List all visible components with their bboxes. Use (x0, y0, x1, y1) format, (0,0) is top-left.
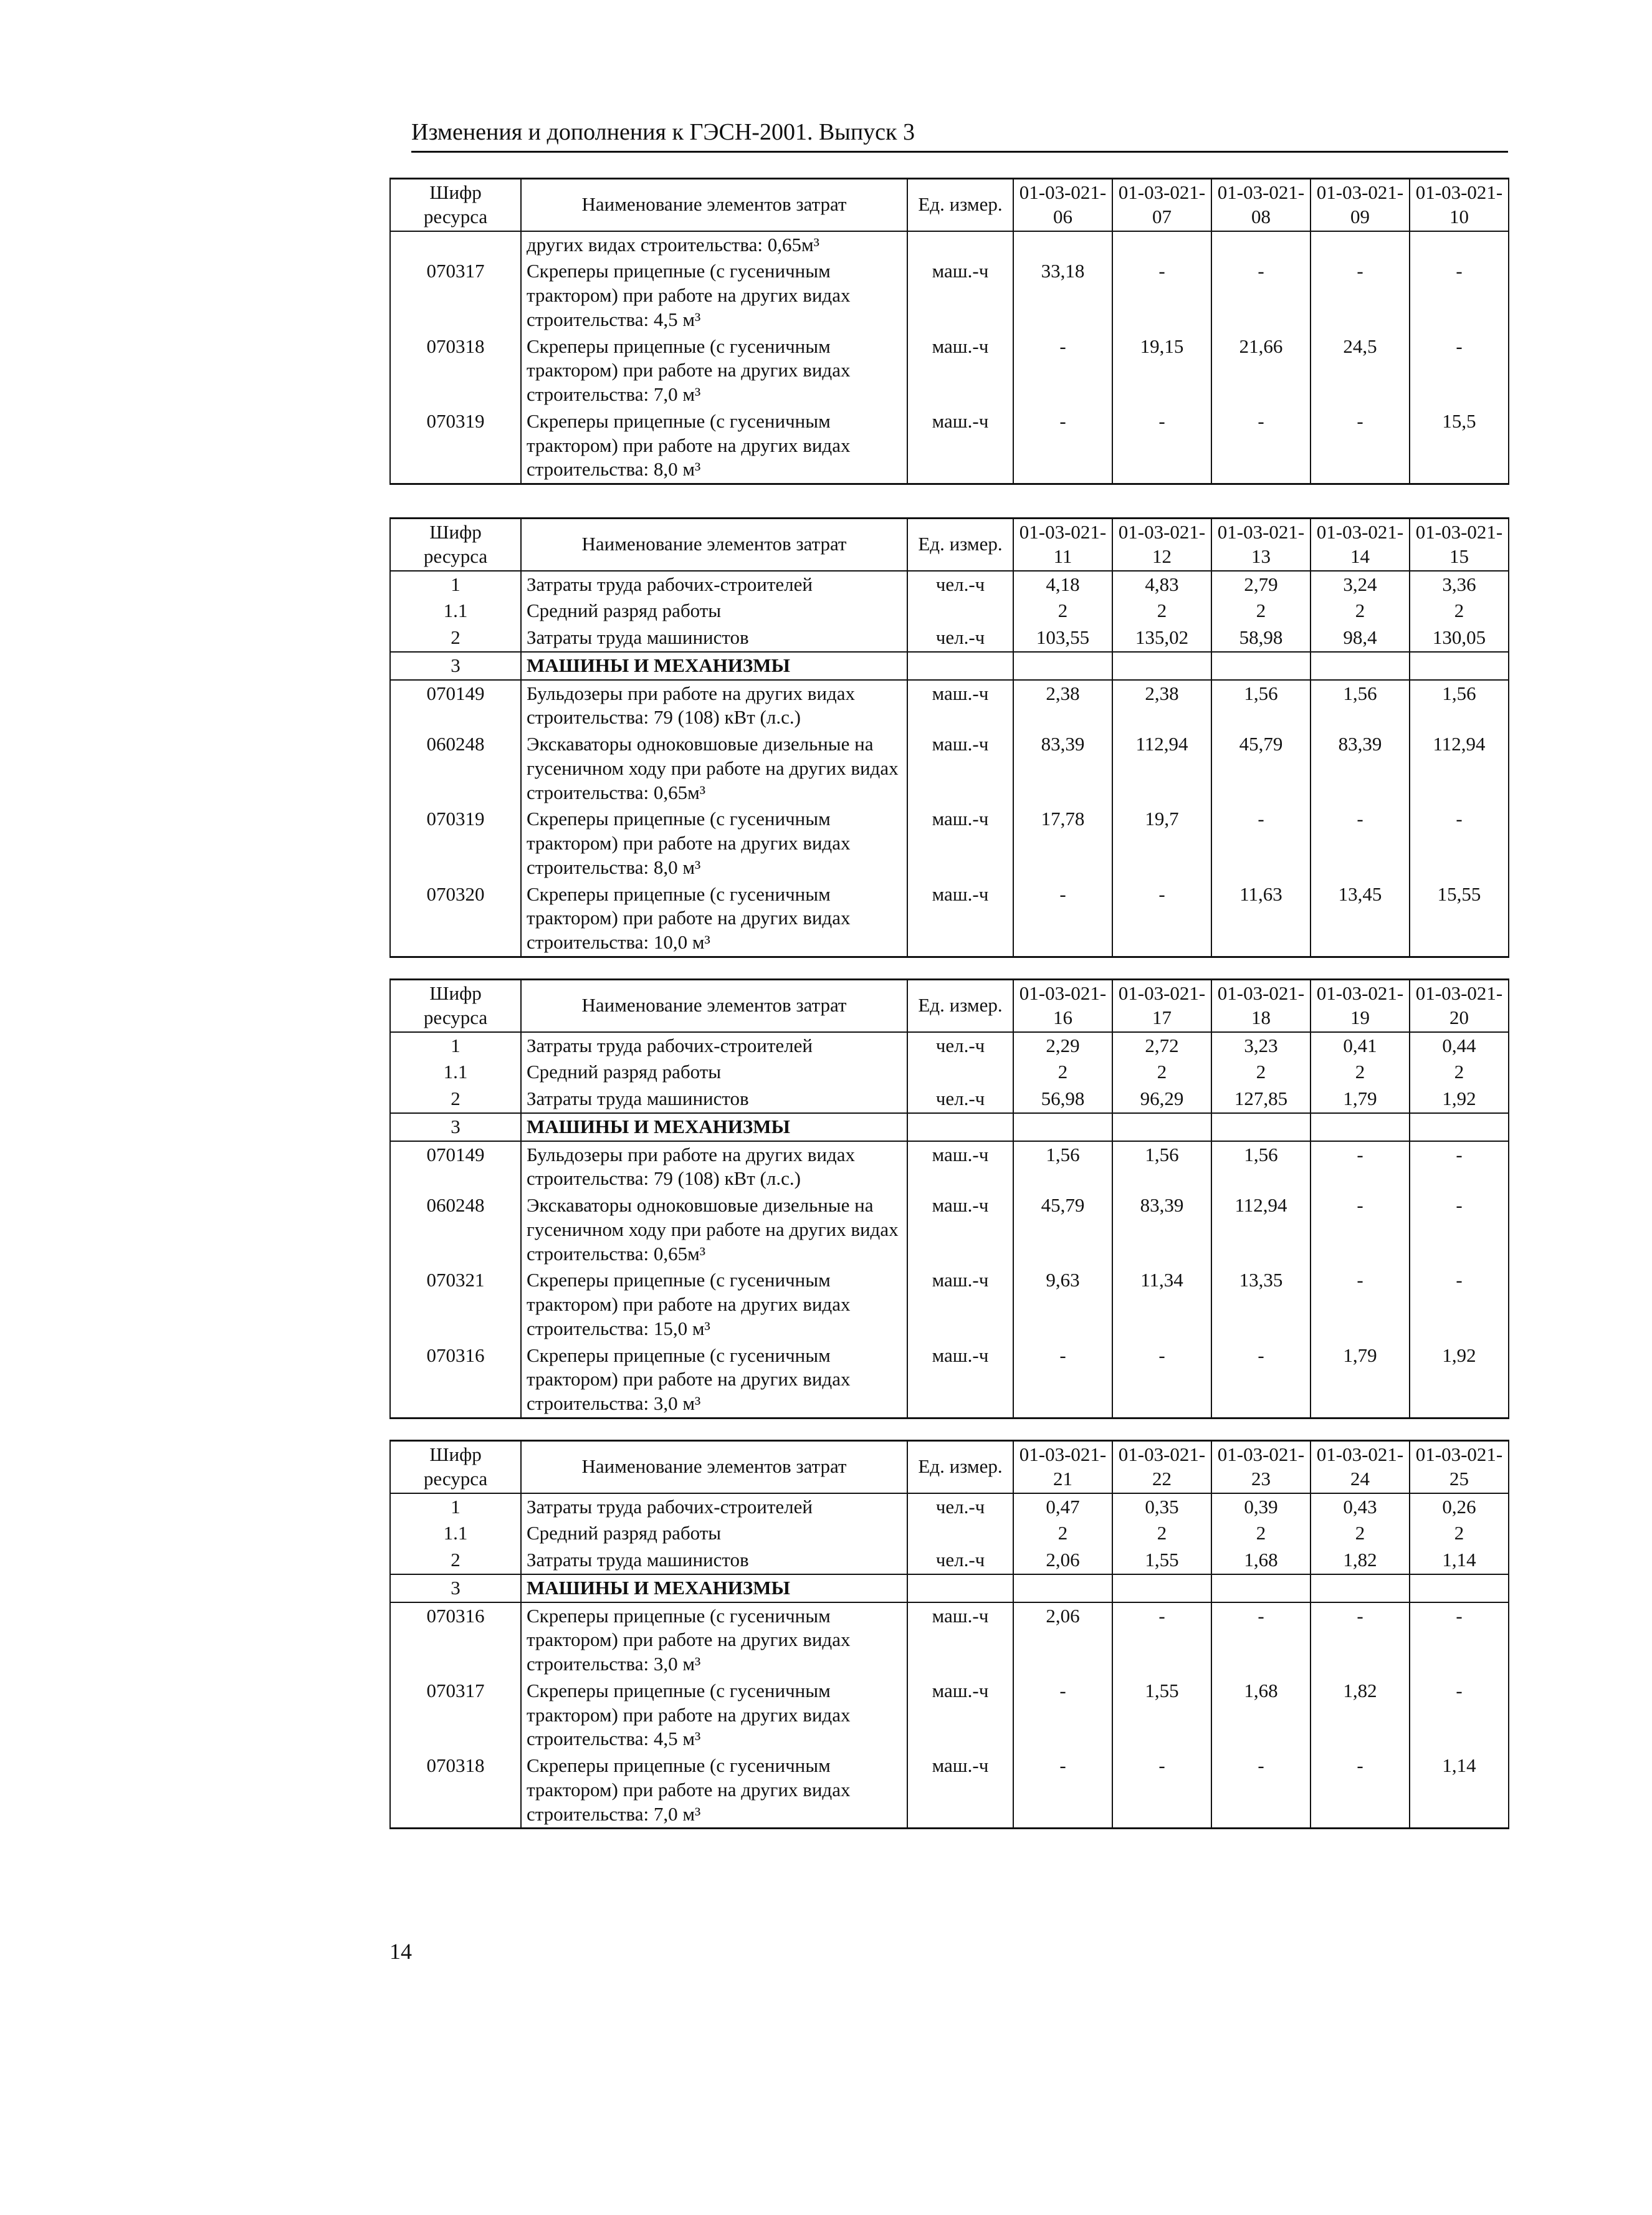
resource-code: 2 (390, 624, 521, 652)
table-row (390, 731, 1509, 806)
unit-cell: маш.-ч (907, 1141, 1013, 1193)
unit-cell (907, 1520, 1013, 1547)
value-cell (1112, 1113, 1211, 1141)
value-cell: 19,7 (1112, 806, 1211, 881)
value-cell: - (1311, 806, 1410, 881)
header-name: Наименование элементов затрат (521, 1441, 907, 1493)
value-cell: 2 (1112, 1520, 1211, 1547)
unit-cell: чел.-ч (907, 624, 1013, 652)
cost-element-name: Средний разряд работы (521, 1059, 907, 1086)
cost-element-name: Скреперы прицепные (с гусеничным трактором) при работе на других видах строительства: 3,0 м³ (521, 1342, 907, 1418)
value-cell: 1,56 (1013, 1141, 1112, 1193)
value-cell (1112, 652, 1211, 680)
value-cell: - (1112, 408, 1211, 484)
header-norm-code: 01-03-021-21 (1013, 1441, 1112, 1493)
value-cell: 98,4 (1311, 624, 1410, 652)
cost-element-name: Бульдозеры при работе на других видах строительства: 79 (108) кВт (л.с.) (521, 680, 907, 732)
unit-cell: маш.-ч (907, 731, 1013, 806)
unit-cell (907, 652, 1013, 680)
value-cell: - (1311, 1602, 1410, 1678)
resource-code: 060248 (390, 1192, 521, 1267)
table-row (390, 1141, 1509, 1193)
value-cell (1211, 231, 1311, 259)
value-cell: 1,82 (1311, 1547, 1410, 1574)
value-cell: - (1211, 258, 1311, 333)
value-cell: - (1311, 1192, 1410, 1267)
cost-table-1 (389, 178, 1509, 485)
value-cell: - (1013, 1342, 1112, 1418)
value-cell (1410, 231, 1509, 259)
value-cell: 1,56 (1211, 1141, 1311, 1193)
cost-element-name: Скреперы прицепные (с гусеничным трактором) при работе на других видах строительства: 8,0 м³ (521, 408, 907, 484)
unit-cell: маш.-ч (907, 1192, 1013, 1267)
cost-element-name: МАШИНЫ И МЕХАНИЗМЫ (521, 1574, 907, 1602)
resource-code: 070318 (390, 333, 521, 408)
cost-element-name: Затраты труда рабочих-строителей (521, 1493, 907, 1521)
unit-cell: маш.-ч (907, 1753, 1013, 1829)
value-cell: 21,66 (1211, 333, 1311, 408)
table-row (390, 231, 1509, 259)
value-cell: 2,38 (1112, 680, 1211, 732)
value-cell: 13,35 (1211, 1267, 1311, 1342)
value-cell: 1,55 (1112, 1547, 1211, 1574)
unit-cell: маш.-ч (907, 1267, 1013, 1342)
value-cell: 1,56 (1112, 1141, 1211, 1193)
resource-code: 070321 (390, 1267, 521, 1342)
value-cell (1311, 652, 1410, 680)
value-cell: 1,92 (1410, 1086, 1509, 1113)
value-cell: 112,94 (1112, 731, 1211, 806)
table-row (390, 1032, 1509, 1060)
value-cell (1410, 1574, 1509, 1602)
header-norm-code: 01-03-021-16 (1013, 980, 1112, 1032)
value-cell: 83,39 (1311, 731, 1410, 806)
header-norm-code: 01-03-021-18 (1211, 980, 1311, 1032)
unit-cell: маш.-ч (907, 1678, 1013, 1753)
cost-element-name: Средний разряд работы (521, 1520, 907, 1547)
value-cell: - (1311, 408, 1410, 484)
table-row (390, 1574, 1509, 1602)
value-cell: 96,29 (1112, 1086, 1211, 1113)
header-norm-code: 01-03-021-06 (1013, 179, 1112, 231)
value-cell: 0,43 (1311, 1493, 1410, 1521)
value-cell: 2,79 (1211, 571, 1311, 598)
value-cell: 1,14 (1410, 1753, 1509, 1829)
cost-element-name: Затраты труда машинистов (521, 1547, 907, 1574)
cost-element-name: Скреперы прицепные (с гусеничным трактором) при работе на других видах строительства: 8,0 м³ (521, 806, 907, 881)
cost-element-name: Затраты труда машинистов (521, 1086, 907, 1113)
resource-code: 060248 (390, 731, 521, 806)
value-cell: - (1311, 1753, 1410, 1829)
value-cell: 2 (1112, 1059, 1211, 1086)
value-cell: - (1410, 806, 1509, 881)
value-cell: - (1410, 1141, 1509, 1193)
value-cell: 135,02 (1112, 624, 1211, 652)
value-cell: - (1410, 1678, 1509, 1753)
value-cell: 112,94 (1211, 1192, 1311, 1267)
value-cell: 1,56 (1211, 680, 1311, 732)
header-code: Шифр ресурса (390, 179, 521, 231)
value-cell: 0,35 (1112, 1493, 1211, 1521)
cost-element-name: Экскаваторы одноковшовые дизельные на гусеничном ходу при работе на других видах строительства: 0,65м³ (521, 731, 907, 806)
table-header-row (390, 1441, 1509, 1493)
value-cell: - (1211, 1342, 1311, 1418)
cost-element-name: Скреперы прицепные (с гусеничным трактором) при работе на других видах строительства: 4,5 м³ (521, 258, 907, 333)
page-header: Изменения и дополнения к ГЭСН-2001. Выпуск 3 (411, 118, 1508, 153)
cost-element-name: Затраты труда машинистов (521, 624, 907, 652)
cost-element-name: Затраты труда рабочих-строителей (521, 571, 907, 598)
cost-element-name: Затраты труда рабочих-строителей (521, 1032, 907, 1060)
header-norm-code: 01-03-021-14 (1311, 519, 1410, 571)
value-cell: - (1112, 881, 1211, 957)
value-cell: 45,79 (1013, 1192, 1112, 1267)
cost-element-name: Средний разряд работы (521, 598, 907, 624)
resource-code: 2 (390, 1086, 521, 1113)
table-row (390, 1678, 1509, 1753)
value-cell: 1,92 (1410, 1342, 1509, 1418)
cost-element-name: Скреперы прицепные (с гусеничным трактором) при работе на других видах строительства: 7,0 м³ (521, 1753, 907, 1829)
resource-code: 3 (390, 652, 521, 680)
header-unit: Ед. измер. (907, 179, 1013, 231)
value-cell: 11,34 (1112, 1267, 1211, 1342)
value-cell: 56,98 (1013, 1086, 1112, 1113)
header-norm-code: 01-03-021-17 (1112, 980, 1211, 1032)
unit-cell: маш.-ч (907, 881, 1013, 957)
header-norm-code: 01-03-021-08 (1211, 179, 1311, 231)
value-cell: 2 (1211, 1059, 1311, 1086)
value-cell: - (1211, 806, 1311, 881)
value-cell: 2 (1211, 598, 1311, 624)
resource-code: 3 (390, 1113, 521, 1141)
cost-element-name: Скреперы прицепные (с гусеничным трактором) при работе на других видах строительства: 7,0 м³ (521, 333, 907, 408)
value-cell: - (1112, 1342, 1211, 1418)
value-cell: - (1410, 333, 1509, 408)
page-number: 14 (389, 1939, 412, 1964)
header-code: Шифр ресурса (390, 519, 521, 571)
cost-element-name: МАШИНЫ И МЕХАНИЗМЫ (521, 652, 907, 680)
value-cell (1013, 652, 1112, 680)
value-cell (1211, 1113, 1311, 1141)
value-cell: 1,68 (1211, 1678, 1311, 1753)
value-cell: 4,83 (1112, 571, 1211, 598)
value-cell: 0,26 (1410, 1493, 1509, 1521)
value-cell: 17,78 (1013, 806, 1112, 881)
header-norm-code: 01-03-021-07 (1112, 179, 1211, 231)
resource-code: 070318 (390, 1753, 521, 1829)
value-cell: 2 (1013, 598, 1112, 624)
value-cell: 1,82 (1311, 1678, 1410, 1753)
value-cell: 2,06 (1013, 1547, 1112, 1574)
value-cell: 130,05 (1410, 624, 1509, 652)
value-cell (1311, 1113, 1410, 1141)
table-row (390, 1753, 1509, 1829)
resource-code: 070319 (390, 408, 521, 484)
value-cell: - (1112, 1753, 1211, 1829)
value-cell: 11,63 (1211, 881, 1311, 957)
table-row (390, 1493, 1509, 1521)
resource-code: 2 (390, 1547, 521, 1574)
table-row (390, 571, 1509, 598)
value-cell: 3,24 (1311, 571, 1410, 598)
header-norm-code: 01-03-021-11 (1013, 519, 1112, 571)
header-code: Шифр ресурса (390, 1441, 521, 1493)
header-norm-code: 01-03-021-09 (1311, 179, 1410, 231)
unit-cell: маш.-ч (907, 1602, 1013, 1678)
header-norm-code: 01-03-021-10 (1410, 179, 1509, 231)
value-cell: 24,5 (1311, 333, 1410, 408)
resource-code (390, 231, 521, 259)
header-norm-code: 01-03-021-25 (1410, 1441, 1509, 1493)
table-row (390, 1086, 1509, 1113)
value-cell: 2 (1013, 1520, 1112, 1547)
cost-element-name: МАШИНЫ И МЕХАНИЗМЫ (521, 1113, 907, 1141)
unit-cell (907, 1574, 1013, 1602)
table-row (390, 598, 1509, 624)
value-cell: 0,41 (1311, 1032, 1410, 1060)
resource-code: 1.1 (390, 1059, 521, 1086)
cost-element-name: Скреперы прицепные (с гусеничным трактором) при работе на других видах строительства: 15,0 м³ (521, 1267, 907, 1342)
value-cell: - (1013, 333, 1112, 408)
value-cell: 3,23 (1211, 1032, 1311, 1060)
resource-code: 070317 (390, 1678, 521, 1753)
header-norm-code: 01-03-021-12 (1112, 519, 1211, 571)
table-row (390, 1113, 1509, 1141)
value-cell (1410, 652, 1509, 680)
value-cell: 1,14 (1410, 1547, 1509, 1574)
cost-element-name: Скреперы прицепные (с гусеничным трактором) при работе на других видах строительства: 3,0 м³ (521, 1602, 907, 1678)
value-cell: 2 (1311, 1059, 1410, 1086)
header-norm-code: 01-03-021-19 (1311, 980, 1410, 1032)
value-cell: 2 (1013, 1059, 1112, 1086)
unit-cell (907, 598, 1013, 624)
unit-cell: чел.-ч (907, 1032, 1013, 1060)
value-cell: 1,79 (1311, 1342, 1410, 1418)
table-row (390, 408, 1509, 484)
header-unit: Ед. измер. (907, 519, 1013, 571)
header-norm-code: 01-03-021-23 (1211, 1441, 1311, 1493)
cost-element-name: Скреперы прицепные (с гусеничным трактором) при работе на других видах строительства: 4,5 м³ (521, 1678, 907, 1753)
value-cell: 13,45 (1311, 881, 1410, 957)
cost-table-4 (389, 1440, 1509, 1829)
header-norm-code: 01-03-021-20 (1410, 980, 1509, 1032)
cost-table-2 (389, 517, 1509, 958)
value-cell (1013, 1113, 1112, 1141)
unit-cell: маш.-ч (907, 258, 1013, 333)
value-cell (1311, 1574, 1410, 1602)
value-cell: 45,79 (1211, 731, 1311, 806)
value-cell (1112, 1574, 1211, 1602)
value-cell: 0,39 (1211, 1493, 1311, 1521)
value-cell: 1,56 (1311, 680, 1410, 732)
value-cell: 2,29 (1013, 1032, 1112, 1060)
resource-code: 1.1 (390, 1520, 521, 1547)
cost-element-name: Экскаваторы одноковшовые дизельные на гусеничном ходу при работе на других видах строительства: 0,65м³ (521, 1192, 907, 1267)
header-name: Наименование элементов затрат (521, 519, 907, 571)
cost-element-name: других видах строительства: 0,65м³ (521, 231, 907, 259)
header-norm-code: 01-03-021-22 (1112, 1441, 1211, 1493)
value-cell: - (1211, 408, 1311, 484)
table-row (390, 1342, 1509, 1418)
value-cell: 1,79 (1311, 1086, 1410, 1113)
unit-cell: маш.-ч (907, 408, 1013, 484)
resource-code: 070320 (390, 881, 521, 957)
value-cell: 2 (1112, 598, 1211, 624)
resource-code: 070317 (390, 258, 521, 333)
unit-cell: чел.-ч (907, 1547, 1013, 1574)
header-unit: Ед. измер. (907, 980, 1013, 1032)
table-row (390, 1059, 1509, 1086)
value-cell: - (1013, 881, 1112, 957)
header-unit: Ед. измер. (907, 1441, 1013, 1493)
value-cell: 1,68 (1211, 1547, 1311, 1574)
value-cell (1013, 1574, 1112, 1602)
resource-code: 1 (390, 1032, 521, 1060)
value-cell: 1,56 (1410, 680, 1509, 732)
resource-code: 070149 (390, 680, 521, 732)
header-norm-code: 01-03-021-15 (1410, 519, 1509, 571)
value-cell: - (1013, 1753, 1112, 1829)
table-header-row (390, 519, 1509, 571)
value-cell: - (1410, 1602, 1509, 1678)
value-cell: - (1410, 258, 1509, 333)
value-cell: 19,15 (1112, 333, 1211, 408)
value-cell: - (1211, 1602, 1311, 1678)
table-row (390, 680, 1509, 732)
table-row (390, 624, 1509, 652)
value-cell: 15,5 (1410, 408, 1509, 484)
unit-cell (907, 1113, 1013, 1141)
value-cell: 0,47 (1013, 1493, 1112, 1521)
resource-code: 1 (390, 571, 521, 598)
value-cell: 83,39 (1013, 731, 1112, 806)
header-norm-code: 01-03-021-24 (1311, 1441, 1410, 1493)
value-cell: - (1112, 1602, 1211, 1678)
table-row (390, 806, 1509, 881)
value-cell: 103,55 (1013, 624, 1112, 652)
resource-code: 1.1 (390, 598, 521, 624)
value-cell: 83,39 (1112, 1192, 1211, 1267)
value-cell: 9,63 (1013, 1267, 1112, 1342)
resource-code: 070316 (390, 1602, 521, 1678)
value-cell: - (1211, 1753, 1311, 1829)
value-cell: - (1013, 408, 1112, 484)
value-cell: 2 (1211, 1520, 1311, 1547)
unit-cell: маш.-ч (907, 333, 1013, 408)
resource-code: 070149 (390, 1141, 521, 1193)
unit-cell: маш.-ч (907, 680, 1013, 732)
value-cell (1311, 231, 1410, 259)
value-cell (1112, 231, 1211, 259)
unit-cell: чел.-ч (907, 1493, 1013, 1521)
value-cell: 112,94 (1410, 731, 1509, 806)
header-code: Шифр ресурса (390, 980, 521, 1032)
table-row (390, 881, 1509, 957)
table-row (390, 1602, 1509, 1678)
value-cell: 2,38 (1013, 680, 1112, 732)
unit-cell: чел.-ч (907, 571, 1013, 598)
table-row (390, 1192, 1509, 1267)
value-cell: 2 (1311, 598, 1410, 624)
header-norm-code: 01-03-021-13 (1211, 519, 1311, 571)
value-cell: 33,18 (1013, 258, 1112, 333)
value-cell: - (1311, 1141, 1410, 1193)
unit-cell (907, 231, 1013, 259)
value-cell: - (1410, 1192, 1509, 1267)
value-cell: 1,55 (1112, 1678, 1211, 1753)
resource-code: 070316 (390, 1342, 521, 1418)
value-cell: 2,06 (1013, 1602, 1112, 1678)
resource-code: 1 (390, 1493, 521, 1521)
cost-element-name: Бульдозеры при работе на других видах строительства: 79 (108) кВт (л.с.) (521, 1141, 907, 1193)
value-cell: - (1013, 1678, 1112, 1753)
value-cell: 15,55 (1410, 881, 1509, 957)
table-row (390, 1520, 1509, 1547)
value-cell: 2 (1410, 1059, 1509, 1086)
unit-cell: чел.-ч (907, 1086, 1013, 1113)
table-row (390, 1547, 1509, 1574)
value-cell: 3,36 (1410, 571, 1509, 598)
value-cell: 2,72 (1112, 1032, 1211, 1060)
value-cell (1410, 1113, 1509, 1141)
value-cell: 2 (1410, 598, 1509, 624)
table-header-row (390, 179, 1509, 231)
value-cell: - (1410, 1267, 1509, 1342)
header-name: Наименование элементов затрат (521, 980, 907, 1032)
value-cell: - (1311, 1267, 1410, 1342)
value-cell (1211, 1574, 1311, 1602)
resource-code: 070319 (390, 806, 521, 881)
table-row (390, 1267, 1509, 1342)
cost-element-name: Скреперы прицепные (с гусеничным трактором) при работе на других видах строительства: 10,0 м³ (521, 881, 907, 957)
table-row (390, 333, 1509, 408)
value-cell: - (1112, 258, 1211, 333)
value-cell: 4,18 (1013, 571, 1112, 598)
header-name: Наименование элементов затрат (521, 179, 907, 231)
table-row (390, 652, 1509, 680)
value-cell: - (1311, 258, 1410, 333)
value-cell: 2 (1410, 1520, 1509, 1547)
value-cell: 0,44 (1410, 1032, 1509, 1060)
unit-cell (907, 1059, 1013, 1086)
unit-cell: маш.-ч (907, 1342, 1013, 1418)
value-cell: 58,98 (1211, 624, 1311, 652)
cost-table-3 (389, 978, 1509, 1419)
value-cell (1013, 231, 1112, 259)
value-cell: 127,85 (1211, 1086, 1311, 1113)
value-cell: 2 (1311, 1520, 1410, 1547)
resource-code: 3 (390, 1574, 521, 1602)
value-cell (1211, 652, 1311, 680)
unit-cell: маш.-ч (907, 806, 1013, 881)
table-row (390, 258, 1509, 333)
table-header-row (390, 980, 1509, 1032)
